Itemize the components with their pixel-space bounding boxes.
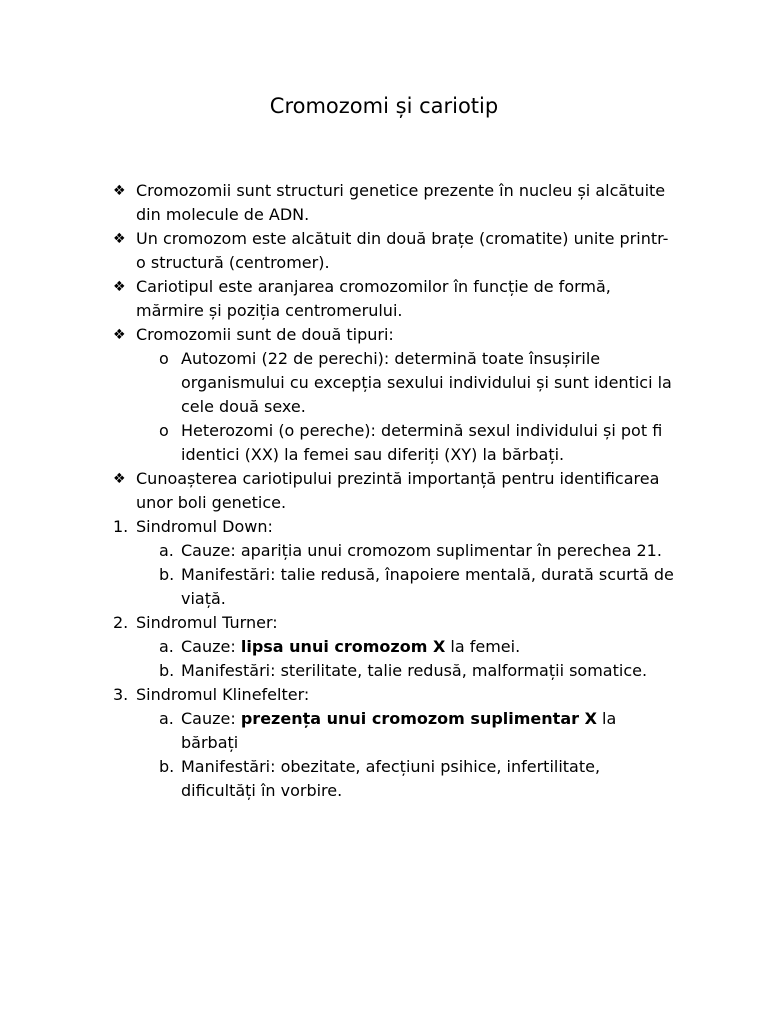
document-body [0, 179, 768, 803]
syndrome-name: Sindromul Turner: [136, 613, 278, 632]
diamond-bullet-icon: ❖ [113, 279, 126, 295]
cause-text [181, 539, 676, 563]
bullet-text: Cromozomii sunt de două tipuri: [136, 325, 394, 344]
cause-prefix: Cauze: [181, 637, 241, 656]
lettered-item [0, 563, 768, 611]
syndrome-name: Sindromul Klinefelter: [136, 685, 310, 704]
cause-detail: la femei. [445, 637, 521, 656]
diamond-bullet-icon: ❖ [113, 327, 126, 343]
diamond-bullet-icon: ❖ [113, 471, 126, 487]
list-item [0, 227, 768, 275]
list-item [0, 467, 768, 515]
cause-emphasis: lipsa unui cromozom X [240, 637, 446, 656]
cause-text [181, 635, 676, 659]
lettered-item [0, 635, 768, 659]
list-number: 3. [113, 685, 129, 704]
cause-emphasis: prezența unui cromozom suplimentar X [240, 709, 597, 728]
list-item [0, 179, 768, 227]
page-title: Cromozomi și cariotip [269, 94, 499, 118]
diamond-bullet-icon: ❖ [113, 231, 126, 247]
bullet-text: Cromozomii sunt structuri genetice prezente în nucleu și alcătuite din molecule de ADN. [136, 181, 666, 224]
sub-bullet-text: Heterozomi (o pereche): determină sexul individului și pot fi identici (XX) la femei sau diferiți (XY) la bărbați. [181, 421, 663, 464]
sub-list-item [0, 419, 768, 467]
cause-detail: apariția unui cromozom suplimentar în perechea 21. [240, 541, 662, 560]
list-letter: b. [159, 757, 175, 776]
list-letter: a. [159, 541, 174, 560]
list-item [0, 275, 768, 323]
numbered-item [0, 515, 768, 539]
bullet-text: Cunoașterea cariotipului prezintă importanță pentru identificarea unor boli genetice. [136, 469, 660, 512]
numbered-item [0, 683, 768, 707]
manifest-text: Manifestări: talie redusă, înapoiere mentală, durată scurtă de viață. [181, 565, 674, 608]
list-number: 2. [113, 613, 129, 632]
cause-prefix: Cauze: [181, 709, 241, 728]
diamond-bullet-icon: ❖ [113, 183, 126, 199]
sub-bullet-text: Autozomi (22 de perechi): determină toate însușirile organismului cu excepția sexului individului și sunt identici la cele două sexe. [181, 349, 672, 416]
lettered-item [0, 755, 768, 803]
list-letter: b. [159, 565, 175, 584]
circle-bullet-icon: o [159, 349, 169, 368]
lettered-item [0, 659, 768, 683]
manifest-text: Manifestări: obezitate, afecțiuni psihice, infertilitate, dificultăți în vorbire. [181, 757, 601, 800]
numbered-item [0, 611, 768, 635]
lettered-item [0, 539, 768, 563]
syndrome-name: Sindromul Down: [136, 517, 273, 536]
list-letter: a. [159, 637, 174, 656]
cause-text [181, 707, 676, 755]
bullet-text: Un cromozom este alcătuit din două brațe (cromatite) unite printr-o structură (centromer). [136, 229, 669, 272]
sub-list-item [0, 347, 768, 419]
list-number: 1. [113, 517, 129, 536]
list-item [0, 323, 768, 347]
cause-detail: la bărbați [181, 709, 617, 752]
list-letter: b. [159, 661, 175, 680]
circle-bullet-icon: o [159, 421, 169, 440]
cause-prefix: Cauze: [181, 541, 241, 560]
manifest-text: Manifestări: sterilitate, talie redusă, malformații somatice. [181, 661, 648, 680]
bullet-text: Cariotipul este aranjarea cromozomilor în funcție de formă, mărmire și poziția centromerului. [136, 277, 611, 320]
lettered-item [0, 707, 768, 755]
list-letter: a. [159, 709, 174, 728]
